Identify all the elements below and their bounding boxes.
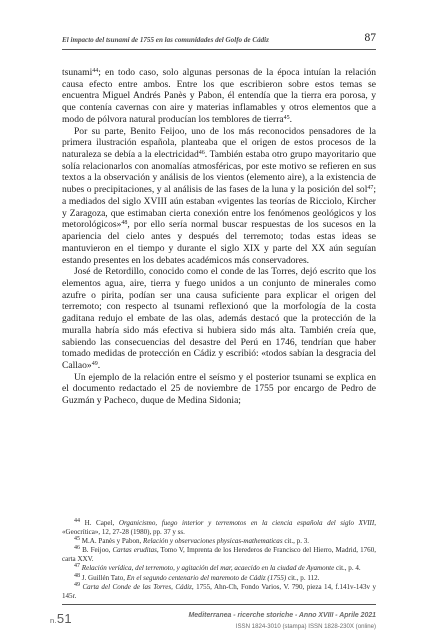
- footnote-ref-49: 49: [91, 360, 98, 367]
- article-body: [62, 67, 376, 407]
- issue-number: n.51: [50, 611, 72, 626]
- footnote-44: $^{44}$ H. Capel, Organicismo, fuego interior y terremotos en la ciencia española del siglo XVIII, «Geocrítica», 12, 27-28 (1980), pp. 37 y ss.: [62, 518, 376, 537]
- footnote-ref-46: 46: [198, 150, 205, 157]
- paragraph-3: José de Retordillo, conocido como el conde de las Torres, dejó escrito que los elementos agua, aire, tierra y fuego unidos a un conjunto de minerales como azufre o pirita, podían ser una causa suficiente para explicar el origen del terremoto; con respecto al tsunami reflexionó que la morfología de la costa gaditana redujo el embate de las olas, además destacó que la protección de la muralla habría sido más efectiva si hubiera sido más alta. También creía que, sabiendo las consecuencias del desastre del Perú en 1746, tendrían que haber tomado medidas de protección en Cádiz y escribió: «todos sabían la desgracia del Callao»$^{49}$.: [62, 266, 376, 371]
- footnote-48: $^{48}$ J. Guillén Tato, En el segundo centenario del maremoto de Cádiz (1755) cit., p. 112.: [74, 572, 320, 582]
- journal-name: Mediterranea - ricerche storiche - Anno XVIII - Aprile 2021: [188, 612, 376, 619]
- footnote-ref-48: 48: [121, 220, 128, 227]
- header-divider: [62, 49, 376, 50]
- footnote-45: $^{45}$ M.A. Panès y Pabon, Relación y observaciones physicas-mathematicas cit., p. 3.: [74, 536, 310, 546]
- footnote-ref-44: 44: [92, 68, 99, 74]
- footnote-49: $^{49}$ Carta del Conde de las Torres, Cádiz, 1755, Ahn-Ch, Fondo Varios, V. 790, pieza 14, f.141v-143v y 145r.: [62, 581, 377, 600]
- paragraph-4: Un ejemplo de la relación entre el seísmo y el posterior tsunami se explica en el documento redactado el 25 de noviembre de 1755 por encargo de Pedro de Guzmán y Pacheco, duque de Medina Sidonia;: [62, 371, 376, 407]
- footnote-ref-45: 45: [283, 114, 290, 121]
- footnotes: [62, 519, 376, 601]
- running-header-title: El impacto del tsunami de 1755 en las comunidades del Golfo de Cádiz: [62, 36, 269, 44]
- footnote-ref-47: 47: [367, 185, 374, 192]
- page-number: 87: [364, 32, 376, 44]
- footer-divider: [62, 604, 376, 605]
- paragraph-1: tsunami$^{44}$; en todo caso, solo algunas personas de la época intuían la relación causa efecto entre ambos. Entre los que escribieron sobre estos temas se encuentra Miguel Andrés Panès y Pabon, él entendía que la tierra era porosa, y que contenía cavernas con aire y materias inflamables y otros elementos que a modo de pólvora natural producían los temblores de tierra$^{45}$.: [62, 67, 376, 125]
- footnote-46: $^{46}$ B. Feijoo, Cartas eruditas, Tomo V, Imprenta de los Herederos de Francisco del Hierro, Madrid, 1760, carta XXV.: [62, 545, 376, 564]
- footnote-47: $^{47}$ Relación verídica, del terremoto, y agitación del mar, acaecido en la ciudad de Ayamonte cit., p. 4.: [74, 563, 361, 573]
- paragraph-2: Por su parte, Benito Feijoo, uno de los más reconocidos pensadores de la primera ilustración española, planteaba que el origen de estos procesos de la naturaleza se debía a la electricidad$^{46}$. También estaba otro grupo mayoritario que solía relacionarlos con anomalías atmosféricas, por este motivo se refieren en sus textos a la observación y análisis de los vientos (elemento aire), a la existencia de nubes o precipitaciones, y al análisis de las fases de la luna y la posición del sol$^{47}$; a mediados del siglo XVIII aún estaban «vigentes las teorías de Ricciolo, Kircher y Zaragoza, que estimaban cierta conexión entre los fenómenos geológicos y los metorológicos»$^{48}$, por ello sería normal buscar respuestas de los sucesos en la apariencia del cielo antes y después del terremoto; todas estas ideas se mantuvieron en el tiempo y durante el siglo XIX y parte del XX aún seguían estando presentes en los debates académicos más conservadores.: [62, 125, 376, 266]
- issn-line: ISSN 1824-3010 (stampa) ISSN 1828-230X (online): [235, 623, 376, 630]
